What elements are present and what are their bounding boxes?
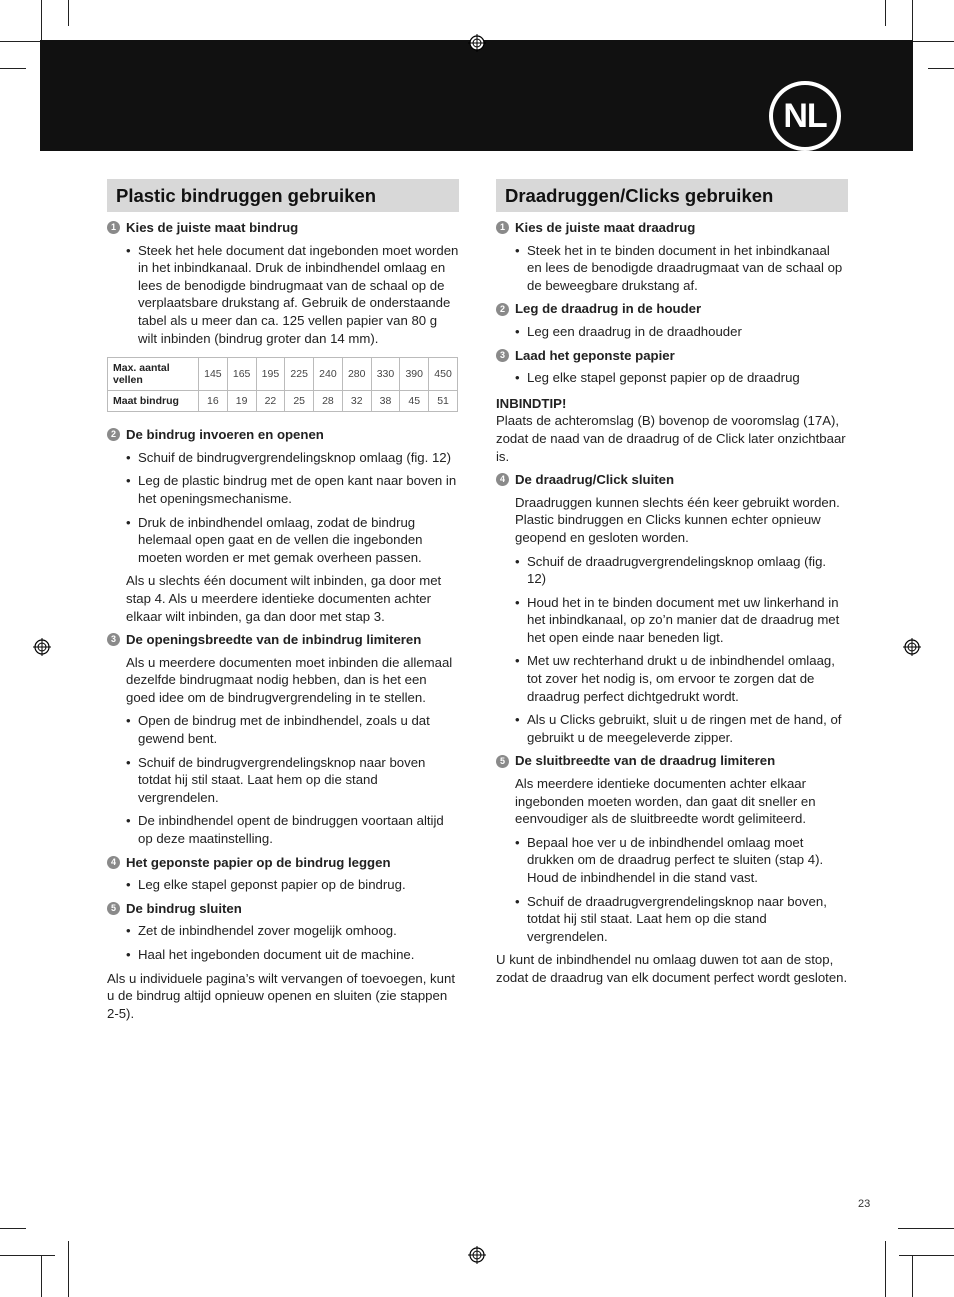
crop-mark <box>0 68 26 69</box>
crop-mark <box>885 0 886 26</box>
step-intro: Als u meerdere documenten moet inbinden die allemaal dezelfde bindrugmaat nodig hebben, dan is het een goed idee om de bindrugvergrendeling in te stellen. <box>126 654 453 705</box>
list-item: • Als u Clicks gebruikt, sluit u de ringen met de hand, of gebruikt u de meegeleverde zipper. <box>515 711 848 746</box>
step-number-icon: 3 <box>496 349 509 362</box>
list-item: • Steek het hele document dat ingebonden moet worden in het inbindkanaal. Druk de inbindhendel omlaag en lees de benodigde bindrugmaat van de schaal op de verplaatsbare drukstang af. Gebruik de onderstaande tabel als u meer dan ca. 125 vellen papier van 80 g wilt inbinden (bindrug groter dan 14 mm). <box>126 242 459 348</box>
table-row-label: Maat bindrug <box>108 391 199 412</box>
step-intro: Als meerdere identieke documenten achter elkaar ingebonden moeten worden, dan gaat dit sneller en eenvoudiger als de sluitbreedte wordt gelimiteerd. <box>515 776 816 827</box>
section-title: Draadruggen/Clicks gebruiken <box>496 179 848 212</box>
crop-mark <box>68 0 69 26</box>
step-heading <box>496 219 848 237</box>
table-cell: 22 <box>256 391 285 412</box>
step-note: Als u slechts één document wilt inbinden, ga door met stap 4. Als u meerdere identieke documenten achter elkaar wilt inbinden, ga dan door met stap 3. <box>126 573 442 624</box>
bullet-list <box>496 242 848 295</box>
table-cell: 28 <box>314 391 343 412</box>
list-item: • Leg een draadrug in de draadhouder <box>515 323 848 341</box>
tip-title: INBINDTIP! <box>496 395 567 411</box>
table-cell: 38 <box>371 391 400 412</box>
step-heading <box>107 900 459 918</box>
list-item: • Schuif de bindrugvergrendelingsknop naar boven totdat hij stil staat. Laat hem op die stand vergrendelen. <box>126 754 459 807</box>
list-item: • Houd het in te binden document met uw linkerhand in het inbindkanaal, op zo’n manier dat de draadrug met het open einde naar beneden ligt. <box>515 594 848 647</box>
step-title: De openingsbreedte van de inbindrug limiteren <box>126 632 422 648</box>
step-heading <box>107 219 459 237</box>
list-item: • De inbindhendel opent de bindruggen voortaan altijd op deze maatinstelling. <box>126 812 459 847</box>
table-cell: 280 <box>342 358 371 391</box>
table-cell: 45 <box>400 391 429 412</box>
bullet-list <box>496 323 848 341</box>
step-number-icon: 3 <box>107 633 120 646</box>
closing-paragraph: Als u individuele pagina’s wilt vervangen of toevoegen, kunt u de bindrug altijd opnieuw openen en sluiten (zie stappen 2-5). <box>107 970 455 1021</box>
table-cell: 165 <box>227 358 256 391</box>
crop-mark <box>885 1241 886 1297</box>
step-number-icon: 4 <box>107 856 120 869</box>
closing-paragraph: U kunt de inbindhendel nu omlaag duwen tot aan de stop, zodat de draadrug van elk document perfect wordt gesloten. <box>496 952 848 985</box>
list-item: • Steek het in te binden document in het inbindkanaal en lees de benodigde draadrugmaat van de schaal op de beweegbare drukstang af. <box>515 242 848 295</box>
table-cell: 240 <box>314 358 343 391</box>
step-title: De bindrug invoeren en openen <box>126 427 324 443</box>
list-item: • Schuif de bindrugvergrendelingsknop omlaag (fig. 12) <box>126 449 459 467</box>
step-title: De draadrug/Click sluiten <box>515 472 675 488</box>
bullet-list <box>496 834 848 946</box>
left-column <box>107 179 459 1028</box>
registration-mark-icon <box>468 1246 486 1264</box>
step-number-icon: 4 <box>496 473 509 486</box>
step-number-icon: 1 <box>107 221 120 234</box>
list-item: • Zet de inbindhendel zover mogelijk omhoog. <box>126 922 459 940</box>
table-cell: 145 <box>199 358 228 391</box>
registration-mark-icon <box>903 638 921 656</box>
bullet-list <box>107 712 459 847</box>
step-title: De sluitbreedte van de draadrug limiteren <box>515 753 776 769</box>
crop-mark <box>898 1228 954 1229</box>
bullet-list <box>496 553 848 747</box>
section-title: Plastic bindruggen gebruiken <box>107 179 459 212</box>
crop-mark <box>0 1255 55 1256</box>
table-cell: 195 <box>256 358 285 391</box>
bullet-list <box>107 922 459 963</box>
list-item: • Schuif de draadrugvergrendelingsknop omlaag (fig. 12) <box>515 553 848 588</box>
step-heading <box>107 854 459 872</box>
table-row <box>108 358 458 391</box>
step-number-icon: 5 <box>107 902 120 915</box>
crop-mark <box>68 1241 69 1297</box>
list-item: • Haal het ingebonden document uit de machine. <box>126 946 459 964</box>
step-number-icon: 2 <box>107 428 120 441</box>
list-item: • Open de bindrug met de inbindhendel, zoals u dat gewend bent. <box>126 712 459 747</box>
list-item: • Schuif de draadrugvergrendelingsknop naar boven, totdat hij stil staat. Laat hem op die stand vergrendelen. <box>515 893 848 946</box>
step-title: De bindrug sluiten <box>126 900 242 916</box>
table-cell: 225 <box>285 358 314 391</box>
list-item: • Met uw rechterhand drukt u de inbindhendel omlaag, tot zover het nodig is, om ervoor te zorgen dat de draadrug perfect dichtgedrukt wordt. <box>515 652 848 705</box>
table-cell: 390 <box>400 358 429 391</box>
step-title: Leg de draadrug in de houder <box>515 301 702 317</box>
step-heading <box>107 426 459 444</box>
registration-mark-icon <box>468 34 486 52</box>
step-heading <box>496 300 848 318</box>
crop-mark <box>41 1255 42 1297</box>
list-item: • Druk de inbindhendel omlaag, zodat de bindrug helemaal open gaat en de vellen die ingebonden moeten worden er met gemak overheen passen. <box>126 514 459 567</box>
crop-mark <box>0 1228 26 1229</box>
table-cell: 51 <box>429 391 458 412</box>
step-heading <box>496 752 848 770</box>
table-cell: 19 <box>227 391 256 412</box>
step-intro: Draadruggen kunnen slechts één keer gebruikt worden. Plastic bindruggen en Clicks kunnen echter opnieuw geopend en gesloten worden. <box>515 494 840 545</box>
step-number-icon: 2 <box>496 303 509 316</box>
bullet-list <box>107 242 459 348</box>
tip-text: Plaats de achteromslag (B) bovenop de vooromslag (17A), zodat de naad van de draadrug of de Click later onzichtbaar is. <box>496 413 846 464</box>
crop-mark <box>899 1255 954 1256</box>
step-title: Kies de juiste maat bindrug <box>126 220 299 235</box>
step-heading <box>496 347 848 365</box>
bullet-list <box>496 369 848 387</box>
step-heading <box>496 471 848 489</box>
registration-mark-icon <box>33 638 51 656</box>
table-row <box>108 391 458 412</box>
crop-mark <box>912 1255 913 1297</box>
step-title: Kies de juiste maat draadrug <box>515 220 696 235</box>
crop-mark <box>928 68 954 69</box>
table-cell: 330 <box>371 358 400 391</box>
table-row-label: Max. aantal vellen <box>108 358 199 391</box>
list-item: • Leg elke stapel geponst papier op de bindrug. <box>126 876 459 894</box>
table-cell: 25 <box>285 391 314 412</box>
step-heading <box>107 631 459 649</box>
list-item: • Bepaal hoe ver u de inbindhendel omlaag moet drukken om de draadrug perfect te sluiten (stap 4). Houd de inbindhendel in die stand vast. <box>515 834 848 887</box>
right-column <box>496 179 848 993</box>
table-cell: 32 <box>342 391 371 412</box>
table-cell: 16 <box>199 391 228 412</box>
list-item: • Leg de plastic bindrug met de open kant naar boven in het openingsmechanisme. <box>126 472 459 507</box>
table-cell: 450 <box>429 358 458 391</box>
size-table <box>107 357 458 412</box>
language-badge: NL <box>769 81 841 151</box>
page-number: 23 <box>858 1198 871 1210</box>
step-number-icon: 1 <box>496 221 509 234</box>
list-item: • Leg elke stapel geponst papier op de draadrug <box>515 369 848 387</box>
step-title: Laad het geponste papier <box>515 347 675 363</box>
bullet-list <box>107 449 459 567</box>
step-title: Het geponste papier op de bindrug leggen <box>126 854 391 870</box>
bullet-list <box>107 876 459 894</box>
step-number-icon: 5 <box>496 755 509 768</box>
